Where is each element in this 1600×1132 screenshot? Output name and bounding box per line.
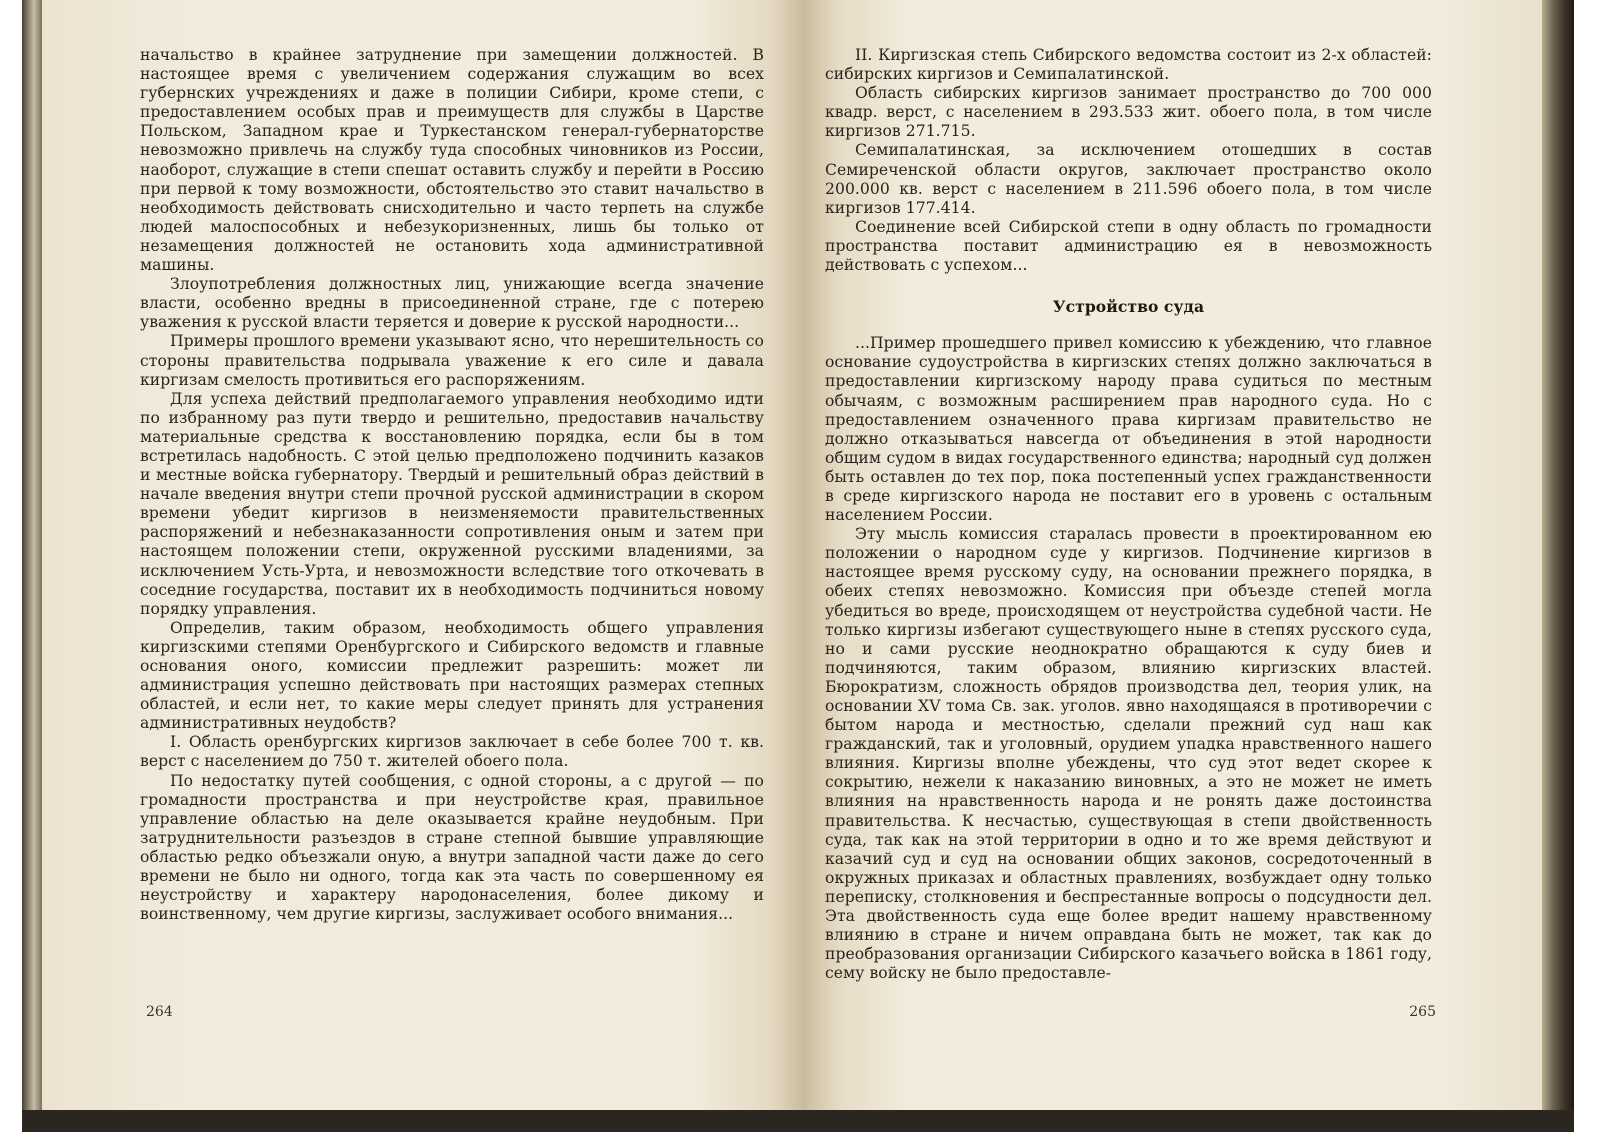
paragraph: I. Область оренбургских киргизов заключает в себе более 700 т. кв. верст с населением до 750 т. жителей обоего пола. xyxy=(140,733,764,771)
paragraph: ...Пример прошедшего привел комиссию к убеждению, что главное основание судоустройства в киргизских степях должно заключаться в предоставлении киргизскому народу права судиться по местным обычаям, с возможным расширением прав народного суда. Но с предоставлением означенного права киргизам правительство не должно отказываться навсегда от объединения в этой народности общим судом в видах государственного единства; народный суд должен быть оставлен до тех пор, пока постепенный успех гражданственности в среде киргизского народа не поставит его в уровень с остальным населением России. xyxy=(825,334,1432,525)
page-number-right: 265 xyxy=(1409,1004,1436,1020)
paragraph: II. Киргизская степь Сибирского ведомства состоит из 2-х областей: сибирских киргизов и Семипалатинской. xyxy=(825,46,1432,84)
left-page-text xyxy=(140,46,764,924)
paragraph: По недостатку путей сообщения, с одной стороны, а с другой — по громадности пространства и при неустройстве края, правильное управление областью на деле оказывается крайне неудобным. При затруднительности разъездов в стране степной бывшие управляющие областью редко объезжали оную, а внутри западной части даже до сего времени не было ни одного, тогда как эта часть по совершенному ея неустройству и характеру народонаселения, более дикому и воинственному, чем другие киргизы, заслуживает особого внимания... xyxy=(140,771,764,924)
left-page xyxy=(42,0,802,1110)
paragraph: Злоупотребления должностных лиц, унижающие всегда значение власти, особенно вредны в присоединенной стране, где с потерею уважения к русской власти теряется и доверие к русской народности... xyxy=(140,275,764,332)
book-edge-right xyxy=(1542,0,1574,1110)
paragraph: Примеры прошлого времени указывают ясно, что нерешительность со стороны правительства подрывала уважение к его силе и давала киргизам смелость противиться его распоряжениям. xyxy=(140,332,764,389)
book-spread xyxy=(22,0,1574,1132)
book-edge-left xyxy=(22,0,42,1110)
paragraph: Эту мысль комиссия старалась провести в проектированном ею положении о народном суде у киргизов. Подчинение киргизов в настоящее время русскому суду, на основании прежнего порядка, в обеих степях невозможно. Комиссия при объезде степей могла убедиться во вреде, происходящем от неустройства судебной части. Не только киргизы избегают существующего ныне в степях русского суда, но и сами русские неоднократно обращаются к суду биев и подчиняются, таким образом, влиянию киргизских властей. Бюрократизм, сложность обрядов производства дел, теория улик, на основании XV тома Св. зак. уголов. явно находящаяся в противоречии с бытом народа и местностью, сделали прежний суд наш как гражданский, так и уголовный, орудием упадка нравственного нашего влияния. Киргизы вполне убеждены, что суд этот ведет скорее к сокрытию, нежели к наказанию виновных, а это не может не иметь влияния на нравственность народа и не ронять даже достоинства правительства. К несчастью, существующая в степи двойственность суда, так как на этой территории в одно и то же время действуют и казачий суд и суд на основании общих законов, сосредоточенный в окружных приказах и областных правлениях, возбуждает одну только переписку, столкновения и беспрестанные вопросы о подсудности дел. Эта двойственность суда еще более вредит нашему нравственному влиянию в стране и ничем оправдана быть не может, так как до преобразования организации Сибирского казачьего войска в 1861 году, сему войску не было предоставле- xyxy=(825,525,1432,983)
paragraph: Для успеха действий предполагаемого управления необходимо идти по избранному раз пути твердо и решительно, предоставив начальству материальные средства к восстановлению порядка, если бы в том встретилась надобность. С этой целью предположено подчинить казаков и местные войска губернатору. Твердый и решительный образ действий в начале введения внутри степи прочной русской администрации в скором времени убедит киргизов в неизменяемости правительственных распоряжений и небезнаказанности сопротивления оным и затем при настоящем положении степи, окруженной русскими владениями, за исключением Усть-Урта, и невозможности вследствие того откочевать в соседние государства, поставит их в необходимость подчиниться новому порядку управления. xyxy=(140,389,764,618)
section-heading: Устройство суда xyxy=(1052,297,1205,317)
page-number-left: 264 xyxy=(146,1004,173,1020)
right-page-text xyxy=(825,46,1432,983)
paragraph: Определив, таким образом, необходимость общего управления киргизскими степями Оренбургского и Сибирского ведомств и главные основания оного, комиссии предлежит разрешить: может ли администрация успешно действовать при настоящих размерах степных областей, и если нет, то какие меры следует принять для устранения административных неудобств? xyxy=(140,618,764,733)
right-page xyxy=(802,0,1542,1110)
paragraph: Соединение всей Сибирской степи в одну область по громадности пространства поставит администрацию ея в невозможность действовать с успехом... xyxy=(825,217,1432,275)
paragraph: начальство в крайнее затруднение при замещении должностей. В настоящее время с увеличением содержания служащим во всех губернских учреждениях и даже в полиции Сибири, кроме степи, с предоставлением особых прав и преимуществ для службы в Царстве Польском, Западном крае и Туркестанском генерал-губернаторстве невозможно привлечь на службу туда способных чиновников из России, наоборот, служащие в степи спешат оставить службу и перейти в Россию при первой к тому возможности, обстоятельство это ставит начальство в необходимость действовать снисходительно и часто терпеть на службе людей малоспособных и небезукоризненных, лишь бы только от незамещения должностей не остановить хода административной машины. xyxy=(140,46,764,275)
paragraph: Область сибирских киргизов занимает пространство до 700 000 квадр. верст, с населением в 293.533 жит. обоего пола, в том числе киргизов 271.715. xyxy=(825,84,1432,141)
paragraph: Семипалатинская, за исключением отошедших в состав Семиреченской области округов, заключает пространство около 200.000 кв. верст с населением в 211.596 обоего пола, в том числе киргизов 177.414. xyxy=(825,141,1432,217)
